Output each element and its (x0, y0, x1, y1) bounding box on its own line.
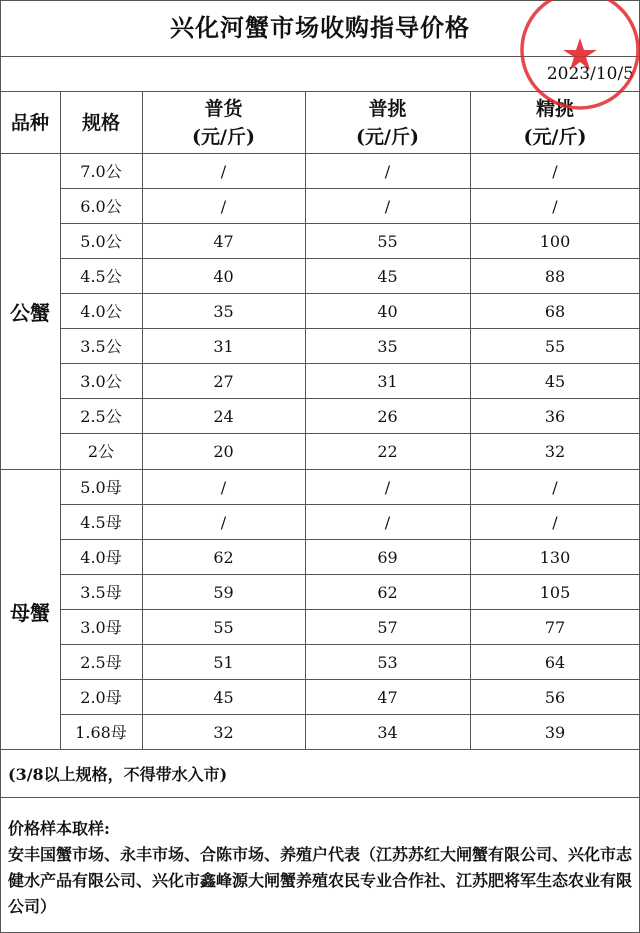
cell-select: 45 (544, 372, 566, 391)
cell-select: 39 (544, 723, 566, 742)
cell-spec: 3.5公 (80, 337, 122, 356)
cell-regular: 55 (213, 618, 234, 637)
cell-picked: 53 (377, 653, 398, 672)
row-divider (60, 258, 640, 259)
cell-picked: 31 (377, 372, 398, 391)
cell-regular: 20 (213, 442, 234, 461)
cell-spec: 5.0母 (80, 478, 122, 497)
row-divider (60, 293, 640, 294)
row-divider (60, 609, 640, 610)
page-title: 兴化河蟹市场收购指导价格 (170, 13, 470, 42)
row-divider (60, 679, 640, 680)
divider-note (0, 797, 640, 798)
cell-regular: 27 (213, 372, 234, 391)
cell-picked: 45 (377, 267, 398, 286)
sampling-body: 安丰国蟹市场、永丰市场、合陈市场、养殖户代表（江苏苏红大闸蟹有限公司、兴化市志健水产品有限公司、兴化市鑫峰源大闸蟹养殖农民专业合作社、江苏肥将军生态农业有限公司） (8, 845, 633, 916)
cell-regular: 59 (213, 583, 234, 602)
cell-picked: 34 (377, 723, 398, 742)
cell-regular: 51 (213, 653, 234, 672)
cell-picked: 62 (377, 583, 398, 602)
cell-picked: / (384, 513, 391, 532)
cell-picked: 22 (377, 442, 398, 461)
cell-spec: 4.5母 (80, 513, 122, 532)
group-male-label: 公蟹 (10, 301, 50, 325)
cell-regular: / (220, 162, 227, 181)
row-divider (60, 188, 640, 189)
row-divider (60, 363, 640, 364)
cell-spec: 6.0公 (80, 197, 122, 216)
cell-spec: 5.0公 (80, 232, 122, 251)
cell-picked: 69 (377, 548, 398, 567)
cell-select: / (552, 478, 558, 497)
cell-regular: 31 (213, 337, 234, 356)
cell-select: / (552, 162, 558, 181)
cell-select: 32 (544, 442, 566, 461)
cell-select: 55 (544, 337, 566, 356)
cell-select: 130 (539, 548, 571, 567)
cell-spec: 7.0公 (80, 162, 122, 181)
cell-picked: 26 (377, 407, 398, 426)
official-seal-icon (516, 0, 640, 114)
cell-select: 88 (544, 267, 566, 286)
cell-spec: 2.5公 (80, 407, 122, 426)
cell-spec: 4.0母 (80, 548, 122, 567)
row-divider (60, 504, 640, 505)
cell-select: 64 (544, 653, 566, 672)
header-regular: 普货 (元/斤) (192, 98, 255, 148)
row-divider (60, 328, 640, 329)
sampling-title: 价格样本取样: (8, 819, 110, 838)
cell-spec: 2.5母 (80, 653, 122, 672)
header-breed: 品种 (10, 112, 49, 134)
cell-regular: / (220, 513, 227, 532)
cell-picked: 55 (377, 232, 398, 251)
cell-picked: 47 (377, 688, 398, 707)
cell-spec: 3.0母 (80, 618, 122, 637)
row-divider (60, 433, 640, 434)
row-divider (60, 714, 640, 715)
cell-spec: 4.0公 (80, 302, 122, 321)
cell-picked: 40 (377, 302, 398, 321)
cell-spec: 2.0母 (80, 688, 122, 707)
cell-select: / (552, 513, 558, 532)
cell-picked: 57 (377, 618, 398, 637)
row-divider (60, 223, 640, 224)
cell-picked: / (384, 197, 391, 216)
cell-select: / (552, 197, 558, 216)
group-female-label: 母蟹 (10, 601, 50, 625)
header-select: 精挑 (元/斤) (523, 98, 587, 148)
row-divider (60, 398, 640, 399)
header-spec: 规格 (81, 112, 120, 134)
row-divider (60, 539, 640, 540)
cell-picked: 35 (377, 337, 398, 356)
cell-regular: 24 (213, 407, 234, 426)
cell-regular: 62 (213, 548, 234, 567)
cell-regular: 45 (213, 688, 234, 707)
cell-select: 68 (544, 302, 566, 321)
cell-spec: 4.5公 (80, 267, 122, 286)
cell-picked: / (384, 162, 391, 181)
cell-regular: 40 (213, 267, 234, 286)
cell-select: 100 (539, 232, 571, 251)
row-divider (60, 644, 640, 645)
cell-select: 105 (539, 583, 571, 602)
cell-select: 36 (544, 407, 566, 426)
row-divider (60, 574, 640, 575)
header-picked: 普挑 (元/斤) (356, 98, 419, 148)
cell-spec: 2公 (87, 442, 115, 461)
date-label: 2023/10/5 (546, 64, 634, 84)
cell-regular: 35 (213, 302, 234, 321)
note-text: (3/8以上规格，不得带水入市) (8, 765, 228, 784)
cell-spec: 1.68母 (75, 723, 127, 742)
cell-regular: 32 (213, 723, 234, 742)
cell-regular: / (220, 478, 227, 497)
cell-select: 77 (544, 618, 566, 637)
cell-spec: 3.5母 (80, 583, 122, 602)
cell-select: 56 (544, 688, 566, 707)
cell-regular: 47 (213, 232, 234, 251)
cell-regular: / (220, 197, 227, 216)
cell-spec: 3.0公 (80, 372, 122, 391)
cell-picked: / (384, 478, 391, 497)
